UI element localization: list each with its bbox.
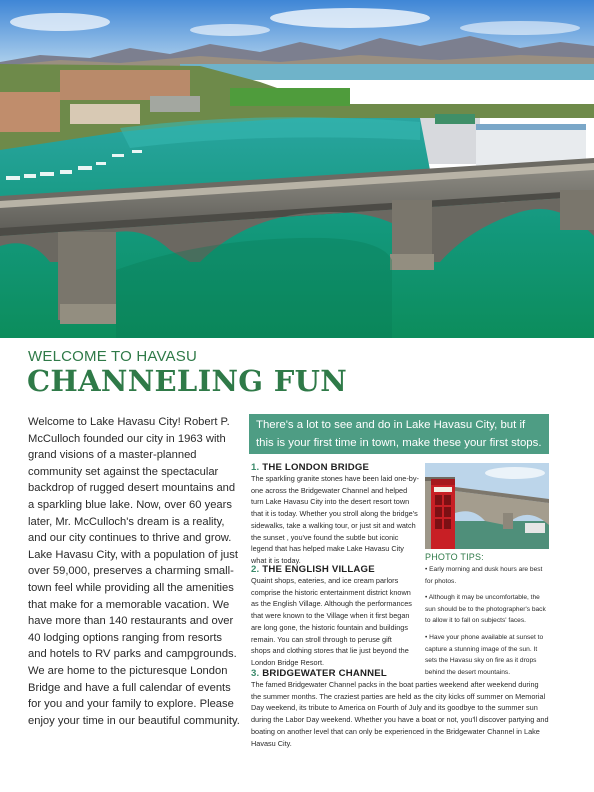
list-item: • Early morning and dusk hours are best for photos. [425,566,543,585]
callout-box: There's a lot to see and do in Lake Havasu City, but if this is your first time in town, make these your first stops. [249,414,549,454]
stop-heading-english-village [251,564,375,575]
intro-paragraph: Welcome to Lake Havasu City! Robert P. McCulloch founded our city in 1963 with grand visions of a master-planned community set against the spectacular backdrop of rugged desert mountains and a sparkling blue lake. Now, over 60 years later, Mr. McCulloch's dream is a reality, and our city continues to thrive and grow. Lake Havasu City, with a population of just over 59,000, preserves a charming small-town feel while providing all the amenities that make for a memorable vacation. We have more than 140 restaurants and over 40 lodging options ranging from resorts and hotels to RV parks and campgrounds. We are home to the picturesque London Bridge and have a full calendar of events for you and your family to explore. Please enjoy your time in our beautiful community. [28,416,240,727]
stop-number: 2. [251,564,260,575]
photo-tips-heading: PHOTO TIPS: [425,552,484,562]
section-kicker: WELCOME TO HAVASU [28,348,197,365]
stop-number: 3. [251,668,260,679]
stop-number: 1. [251,462,260,473]
stop-heading-london-bridge [251,462,369,473]
stop-title: THE LONDON BRIDGE [262,462,370,473]
page-title: CHANNELING FUN [27,364,348,398]
stop-body-london-bridge: The sparkling granite stones have been laid one-by-one across the Bridgewater Channel and helped turn Lake Havasu City into the desert resort town that it is today. Whether you stroll along the bridge's sidewalks, take a walking tour, or just sit and watch the sunset , you've found the subtle but iconic legend that has helped make Lake Havasu City what it is today. [251,474,419,565]
stop-body-english-village: Quaint shops, eateries, and ice cream parlors comprise the historic entertainment district known as the English Village. Although the performances that were known to the Village when it first began are long gone, the historic fountain and buildings remain. You can stroll through to peruse gift shops and clothing stores that lie just beyond the London Bridge Resort. [251,576,412,667]
stop-title: BRIDGEWATER CHANNEL [262,668,387,679]
stop-heading-bridgewater-channel [251,668,387,679]
phone-booth-photo [425,463,549,549]
stop-title: THE ENGLISH VILLAGE [262,564,375,575]
stop-body-bridgewater-channel: The famed Bridgewater Channel packs in the boat parties weekend after weekend during the summer months. The craziest parties are held as the city kicks off summer on Memorial Day weekend, its tribute to America on Fourth of July and its goodbye to the summer sun during the Labor Day weekend. Whether you have a boat or not, you'll discover partying and boating on another level that can only be experienced in the Bridgewater Channel in Lake Havasu City. [251,680,549,748]
list-item: • Although it may be uncomfortable, the sun should be to the photographer's back to allow it to fall on subjects' faces. [425,594,546,625]
list-item: • Have your phone available at sunset to capture a stunning image of the sun. It sets the Havasu sky on fire as it drops behind the desert mountains. [425,633,544,676]
intro-text [28,414,242,729]
photo-tips-list [425,564,551,683]
hero-photo [0,0,594,338]
